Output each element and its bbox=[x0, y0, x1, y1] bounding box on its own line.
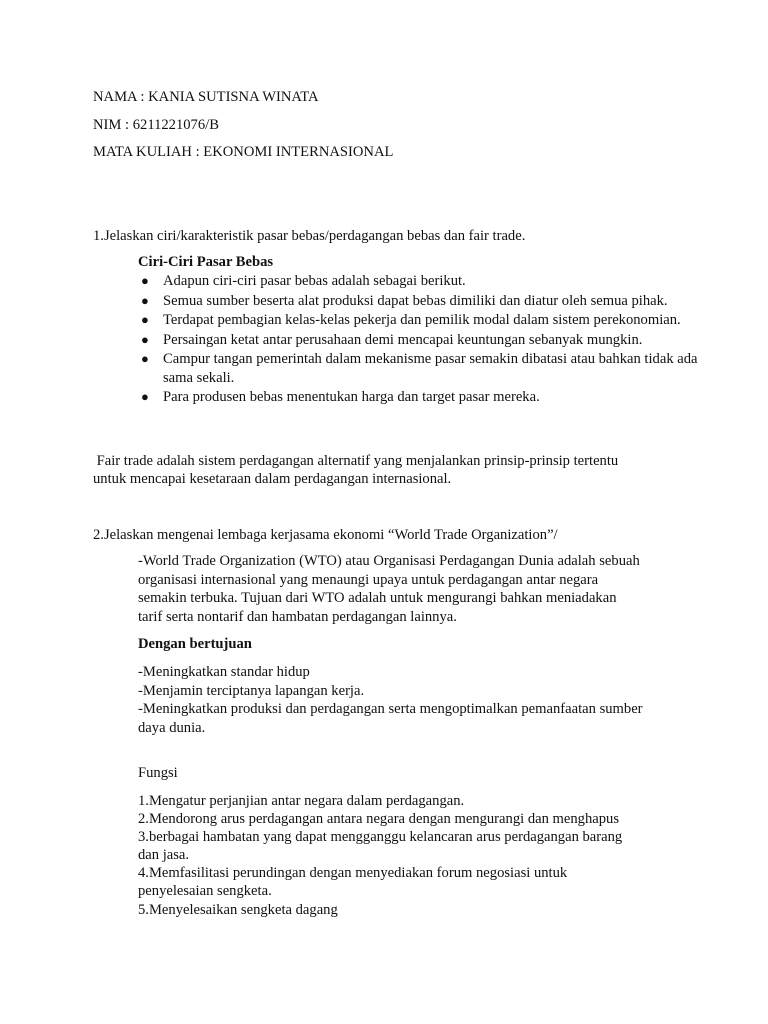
list-item: ● Persaingan ketat antar perusahaan demi mencapai keuntungan sebanyak mungkin. bbox=[141, 331, 643, 348]
list-item: ● Campur tangan pemerintah dalam mekanisme pasar semakin dibatasi atau bahkan tidak ada sama sekali. bbox=[141, 351, 698, 386]
list-item: ● Adapun ciri-ciri pasar bebas adalah sebagai berikut. bbox=[141, 273, 466, 289]
bullet-icon: ● bbox=[141, 312, 149, 328]
goal-line: -Menjamin terciptanya lapangan kerja. bbox=[138, 683, 365, 699]
function-line: 5.Menyelesaikan sengketa dagang bbox=[138, 902, 338, 918]
question-1: 1.Jelaskan ciri/karakteristik pasar bebas/perdagangan bebas dan fair trade. bbox=[93, 228, 526, 244]
function-line: dan jasa. bbox=[138, 847, 190, 863]
function-line: penyelesaian sengketa. bbox=[138, 883, 272, 899]
bullet-icon: ● bbox=[141, 331, 149, 347]
bullet-icon: ● bbox=[141, 389, 149, 405]
free-market-characteristics-list bbox=[138, 272, 698, 408]
functions-heading: Fungsi bbox=[138, 765, 178, 781]
fair-trade-line-1: Fair trade adalah sistem perdagangan alternatif yang menjalankan prinsip-prinsip tertentu bbox=[93, 453, 619, 469]
goal-line: -Meningkatkan standar hidup bbox=[138, 664, 310, 680]
goal-line: daya dunia. bbox=[138, 720, 206, 736]
list-item: ● Terdapat pembagian kelas-kelas pekerja dan pemilik modal dalam sistem perekonomian. bbox=[141, 312, 681, 329]
function-line: 2.Mendorong arus perdagangan antara negara dengan mengurangi dan menghapus bbox=[138, 811, 620, 827]
bullet-icon: ● bbox=[141, 351, 149, 367]
goal-line: -Meningkatkan produksi dan perdagangan serta mengoptimalkan pemanfaatan sumber bbox=[138, 701, 643, 717]
free-market-heading: Ciri-Ciri Pasar Bebas bbox=[138, 254, 274, 270]
function-line: 4.Memfasilitasi perundingan dengan menyediakan forum negosiasi untuk bbox=[138, 865, 568, 881]
wto-intro-line: tarif serta nontarif dan hambatan perdagangan lainnya. bbox=[138, 609, 457, 625]
student-nim: NIM : 6211221076/B bbox=[93, 117, 219, 133]
fair-trade-line-2: untuk mencapai kesetaraan dalam perdagangan internasional. bbox=[93, 471, 452, 487]
wto-intro-line: -World Trade Organization (WTO) atau Organisasi Perdagangan Dunia adalah sebuah bbox=[138, 553, 640, 569]
list-item: ● Para produsen bebas menentukan harga dan target pasar mereka. bbox=[141, 389, 540, 406]
bullet-icon: ● bbox=[141, 273, 149, 288]
list-item: ● Semua sumber beserta alat produksi dapat bebas dimiliki dan diatur oleh semua pihak. bbox=[141, 292, 668, 309]
function-line: 3.berbagai hambatan yang dapat mengganggu kelancaran arus perdagangan barang bbox=[138, 829, 623, 845]
goals-heading: Dengan bertujuan bbox=[138, 636, 252, 652]
course-name: MATA KULIAH : EKONOMI INTERNASIONAL bbox=[93, 144, 394, 160]
question-2: 2.Jelaskan mengenai lembaga kerjasama ekonomi “World Trade Organization”/ bbox=[93, 527, 558, 543]
student-name: NAMA : KANIA SUTISNA WINATA bbox=[93, 89, 319, 105]
wto-intro-line: semakin terbuka. Tujuan dari WTO adalah untuk mengurangi bahkan meniadakan bbox=[138, 590, 617, 606]
bullet-icon: ● bbox=[141, 292, 149, 308]
wto-intro-line: organisasi internasional yang menaungi upaya untuk perdagangan antar negara bbox=[138, 572, 599, 588]
function-line: 1.Mengatur perjanjian antar negara dalam perdagangan. bbox=[138, 793, 465, 809]
